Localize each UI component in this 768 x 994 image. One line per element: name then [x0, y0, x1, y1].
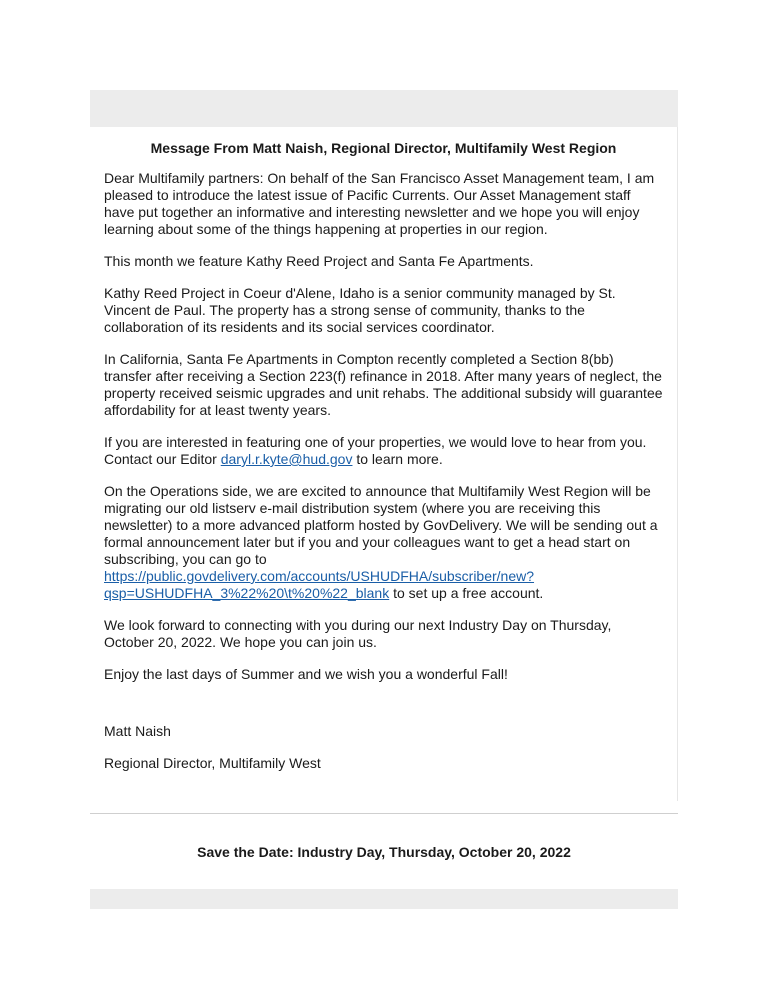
signature-title: Regional Director, Multifamily West [104, 755, 321, 771]
header-band [90, 90, 678, 127]
operations-text-after: to set up a free account. [389, 585, 544, 601]
kathy-reed-paragraph: Kathy Reed Project in Coeur d'Alene, Idaho is a senior community managed by St. Vincent de Paul. The property has a strong sense of community, thanks to the collaboration of its residents and its social services coordinator. [104, 285, 616, 335]
message-section [90, 127, 678, 801]
signature-block [104, 723, 663, 772]
feature-paragraph: This month we feature Kathy Reed Project and Santa Fe Apartments. [104, 253, 534, 269]
save-the-date-section [90, 814, 678, 889]
contact-text-before: If you are interested in featuring one of your properties, we would love to hear from you. Contact our Editor [104, 434, 647, 467]
footer-band [90, 889, 678, 909]
santa-fe-paragraph: In California, Santa Fe Apartments in Compton recently completed a Section 8(bb) transfer after receiving a Section 223(f) refinance in 2018. After many years of neglect, the property received seismic upgrades and unit rehabs. The additional subsidy will guarantee affordability for at least twenty years. [104, 351, 663, 418]
intro-paragraph: Dear Multifamily partners: On behalf of the San Francisco Asset Management team, I am pleased to introduce the latest issue of Pacific Currents. Our Asset Management staff have put together an informative and interesting newsletter and we hope you will enjoy learning about some of the things happening at properties in our region. [104, 170, 655, 237]
govdelivery-link[interactable]: https://public.govdelivery.com/accounts/USHUDFHA/subscriber/new?qsp=USHUDFHA_3%22%20\t%20%22_blank [104, 568, 535, 601]
message-headline: Message From Matt Naish, Regional Director, Multifamily West Region [150, 140, 617, 156]
editor-email-link[interactable]: daryl.r.kyte@hud.gov [220, 451, 353, 467]
newsletter [90, 90, 678, 909]
contact-text-after: to learn more. [352, 451, 443, 467]
industry-day-paragraph: We look forward to connecting with you during our next Industry Day on Thursday, October 20, 2022. We hope you can join us. [104, 617, 612, 650]
save-the-date-heading: Save the Date: Industry Day, Thursday, October 20, 2022 [197, 844, 571, 860]
closing-paragraph: Enjoy the last days of Summer and we wish you a wonderful Fall! [104, 666, 508, 682]
operations-paragraph [104, 483, 663, 602]
operations-text-before: On the Operations side, we are excited to announce that Multifamily West Region will be migrating our old listserv e-mail distribution system (where you are receiving this newsletter) to a more advanced platform hosted by GovDelivery. We will be sending out a formal announcement later but if you and your colleagues want to get a head start on subscribing, you can go to [104, 483, 658, 567]
signature-name: Matt Naish [104, 723, 171, 739]
contact-paragraph [104, 434, 663, 468]
